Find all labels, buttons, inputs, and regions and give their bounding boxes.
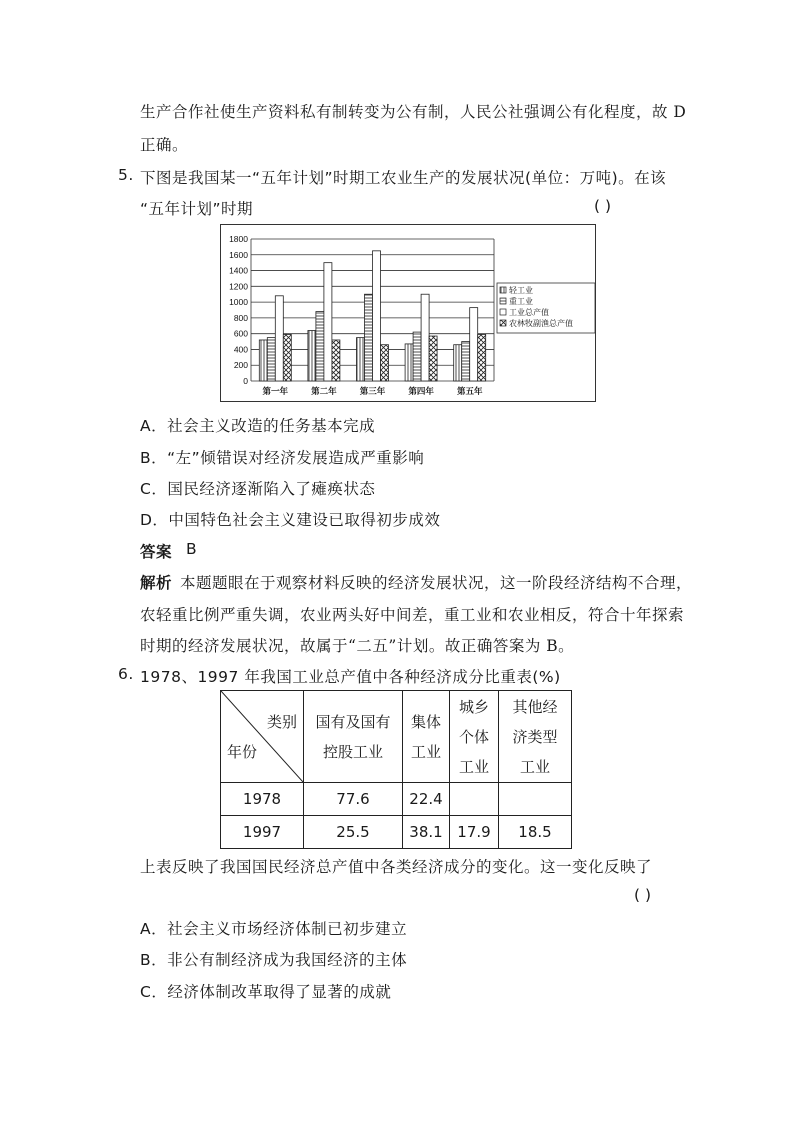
answer-value: B xyxy=(186,540,198,558)
bar xyxy=(429,336,437,381)
table-corner-cell xyxy=(221,691,304,783)
legend-swatch xyxy=(500,320,506,326)
col-header-other-line-2: 济类型 xyxy=(512,727,558,746)
legend-label: 农林牧副渔总产值 xyxy=(509,319,573,328)
bar xyxy=(365,294,373,381)
bar xyxy=(357,338,365,381)
bar-chart xyxy=(221,225,597,403)
q5-answer-paren: ( ) xyxy=(594,197,612,215)
legend-swatch xyxy=(500,298,506,304)
analysis-line-2: 农轻重比例严重失调，农业两头好中间差，重工业和农业相反，符合十年探索 xyxy=(140,606,685,624)
row-cell-individual xyxy=(450,783,499,816)
q5-option-c: C．国民经济逐渐陷入了瘫痪状态 xyxy=(140,480,376,498)
q6-stem: 1978、1997 年我国工业总产值中各种经济成分比重表(%) xyxy=(140,668,561,686)
legend-label: 重工业 xyxy=(509,297,533,306)
bar xyxy=(413,332,421,381)
q6-number: 6. xyxy=(118,665,134,683)
x-tick-label: 第三年 xyxy=(359,387,386,397)
q6-answer-paren: ( ) xyxy=(634,886,652,904)
intro-line-1: 生产合作社使生产资料私有制转变为公有制，人民公社强调公有化程度，故 D xyxy=(140,103,687,121)
corner-bottom-label: 年份 xyxy=(227,743,258,761)
col-header-collective-line-1: 集体 xyxy=(410,712,441,731)
diagonal-line xyxy=(221,691,303,782)
row-cell-individual: 17.9 xyxy=(450,816,499,849)
bar xyxy=(316,312,324,381)
x-tick-label: 第五年 xyxy=(456,387,483,397)
bar xyxy=(332,340,340,381)
q5-option-a: A．社会主义改造的任务基本完成 xyxy=(140,417,376,435)
x-tick-label: 第二年 xyxy=(311,387,337,397)
intro-line-2: 正确。 xyxy=(140,136,189,154)
col-header-state-line-2: 控股工业 xyxy=(322,742,383,761)
x-tick-label: 第一年 xyxy=(262,387,289,397)
col-header-collective xyxy=(403,691,450,783)
col-header-individual-line-3: 工业 xyxy=(458,757,489,776)
x-tick-label: 第四年 xyxy=(408,387,434,397)
bar xyxy=(283,334,291,381)
y-tick-label: 400 xyxy=(233,344,248,355)
col-header-other-line-3: 工业 xyxy=(519,757,550,776)
bar xyxy=(267,338,275,381)
y-tick-label: 1800 xyxy=(229,234,248,244)
row-cell-collective: 38.1 xyxy=(403,816,450,849)
analysis-label: 解析 xyxy=(140,574,173,592)
table-header-row xyxy=(221,691,572,783)
q5-option-d: D．中国特色社会主义建设已取得初步成效 xyxy=(140,511,441,529)
legend-label: 轻工业 xyxy=(509,286,533,295)
bar xyxy=(470,308,478,381)
q6-option-a: A．社会主义市场经济体制已初步建立 xyxy=(140,920,408,938)
col-header-individual xyxy=(450,691,499,783)
chart-frame xyxy=(220,224,596,402)
legend-label: 工业总产值 xyxy=(509,308,549,317)
y-tick-label: 1600 xyxy=(229,249,248,260)
legend-swatch xyxy=(500,287,506,293)
q5-option-b: B．“左”倾错误对经济发展造成严重影响 xyxy=(140,449,425,467)
answer-label: 答案 xyxy=(140,543,173,561)
bar xyxy=(308,331,316,381)
bar xyxy=(405,344,413,381)
table-row xyxy=(221,816,572,849)
row-cell-collective: 22.4 xyxy=(403,783,450,816)
row-cell-state: 77.6 xyxy=(304,783,403,816)
analysis-line-3: 时期的经济发展状况，故属于“二五”计划。故正确答案为 B。 xyxy=(140,637,575,655)
bar xyxy=(275,296,283,381)
row-cell-state: 25.5 xyxy=(304,816,403,849)
row-cell-other: 18.5 xyxy=(499,816,572,849)
col-header-state xyxy=(304,691,403,783)
y-tick-label: 1400 xyxy=(229,265,248,276)
table-row xyxy=(221,783,572,816)
col-header-collective-line-2: 工业 xyxy=(410,742,441,761)
corner-top-label: 类别 xyxy=(266,713,297,731)
bar xyxy=(421,294,429,381)
analysis-line-1: 本题题眼在于观察材料反映的经济发展状况，这一阶段经济结构不合理， xyxy=(180,574,693,592)
col-header-other xyxy=(499,691,572,783)
q6-option-b: B．非公有制经济成为我国经济的主体 xyxy=(140,951,408,969)
bar xyxy=(373,251,381,381)
q5-number: 5. xyxy=(118,166,134,184)
bar xyxy=(324,263,332,381)
row-cell-other xyxy=(499,783,572,816)
bar xyxy=(462,342,470,381)
row-year: 1997 xyxy=(221,816,304,849)
y-tick-label: 600 xyxy=(233,328,248,339)
row-year: 1978 xyxy=(221,783,304,816)
y-tick-label: 1000 xyxy=(229,297,248,308)
bar xyxy=(259,340,267,381)
legend-swatch xyxy=(500,309,506,315)
bar xyxy=(478,334,486,381)
bar xyxy=(381,345,389,381)
y-tick-label: 800 xyxy=(233,312,248,323)
q5-stem-line-2: “五年计划”时期 xyxy=(140,200,254,218)
q6-option-c: C．经济体制改革取得了显著的成就 xyxy=(140,983,392,1001)
y-tick-label: 1200 xyxy=(229,281,248,292)
y-tick-label: 0 xyxy=(243,376,248,386)
bar xyxy=(454,345,462,381)
col-header-individual-line-2: 个体 xyxy=(458,727,489,746)
economy-share-table xyxy=(220,690,572,849)
y-tick-label: 200 xyxy=(233,360,248,371)
col-header-individual-line-1: 城乡 xyxy=(458,697,489,716)
q5-stem-line-1: 下图是我国某一“五年计划”时期工农业生产的发展状况(单位：万吨)。在该 xyxy=(140,169,667,187)
q6-after-table: 上表反映了我国国民经济总产值中各类经济成分的变化。这一变化反映了 xyxy=(140,858,653,876)
col-header-other-line-1: 其他经 xyxy=(512,697,558,716)
col-header-state-line-1: 国有及国有 xyxy=(315,712,391,731)
